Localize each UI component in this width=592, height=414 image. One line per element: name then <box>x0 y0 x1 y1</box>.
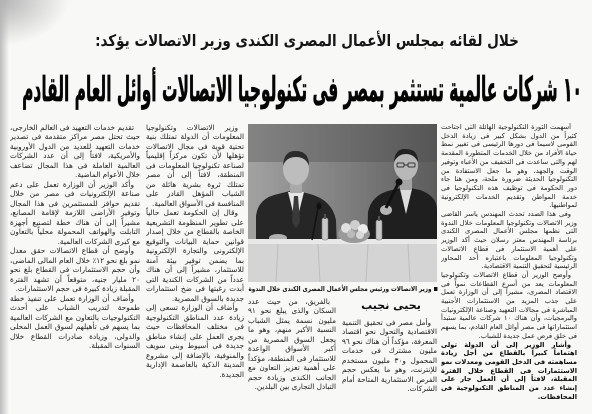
event-photo-image <box>248 124 437 282</box>
body-paragraph: وأوضح الوزير أن قطاع الاتصالات وتكنولوجيا المعلومات يعد من أسرع القطاعات نمواً فى الاقتصاد المصرى، مشيراً إلى أن الوزارة تعمل على جذب المزيد من الاستثمارات الأجنبية المباشرة فى مجالات التعهيد وصناعة الإلكترونيات والبرمجيات، وأن هناك ١٠ شركات عالمية ستبدأ استثماراتها فى مصر أوائل العام القادم، بما يسهم فى خلق فرص عمل جديدة للشباب. <box>441 270 577 340</box>
body-paragraph: وأضاف أن الوزارة تعمل على تنفيذ خطة طموحة لتدريب الشباب على أحدث التكنولوجيات بالتعاون مع الشركات العالمية بما يسهم فى تأهيلهم لسوق العمل المحلى والدولى، وزيادة صادرات القطاع خلال السنوات المقبلة. <box>10 293 140 351</box>
body-column-under-photo-left <box>248 297 336 403</box>
body-paragraph: وأمل مصر فى تحقيق التنمية الاقتصادية والتحول نحو اقتصاد المعرفة، مؤكداً أن هناك نحو ٩٦ مليون مشترك فى خدمات المحمول و٣٠ مليون مستخدم للإنترنت، وهو ما يعكس حجم الفرص الاستثمارية المتاحة أمام الشركات. <box>342 318 437 394</box>
article-kicker-text: خلال لقائه بمجلس الأعمال المصرى الكندى وزير الاتصالات يؤكد: <box>95 31 519 50</box>
body-paragraph: تقديم خدمات التعهيد فى العالم الخارجى، حيث تحتل مصر مراكز متقدمة فى تصدير خدمات التعهيد للعديد من الدول الأوروبية والأمريكية، لافتاً إلى أن عدد الشركات العالمية العاملة فى هذا المجال تضاعف خلال الأعوام الماضية. <box>10 123 140 180</box>
article-kicker <box>95 28 519 54</box>
scan-shadow-corner <box>0 0 70 46</box>
photo-caption-line <box>248 284 437 295</box>
water-bottle <box>322 214 328 240</box>
body-paragraph-bold: وأشار الوزير إلى أن الدولة تولى اهتماماً كبيراً بالقطاع من أجل زيادة مساهمته فى الدخل القومى ومعدلات نمو الاستثمارات فى القطاع خلال الفترة المقبلة، لافتاً إلى أن العمل جار على إنشاء عدد من المناطق التكنولوجية فى المحافظات. <box>441 340 577 401</box>
event-photo <box>248 124 437 282</box>
article-headline <box>22 66 582 114</box>
body-column-under-photo-right <box>342 318 437 403</box>
body-paragraph: وأكد الوزير أن الوزارة تعمل على دعم صناعة الإلكترونيات فى مصر من خلال تقديم حوافز للمستثمرين فى هذا المجال وتوفير الأراضى اللازمة لإقامة المصانع، مشيراً إلى أن هناك خطة لتصنيع أجهزة التابلت والهواتف المحمولة محلياً بالتعاون مع كبرى الشركات العالمية. <box>10 179 140 246</box>
body-paragraph: وأضاف أن الوزارة تسعى إلى زيادة عدد المناطق التكنولوجية فى مختلف المحافظات حيث يجرى العمل على إنشاء مناطق جديدة فى أسيوط وبنى سويف والمنوفية، بالإضافة إلى مشروع المدينة الذكية بالعاصمة الإدارية الجديدة. <box>146 303 244 379</box>
scan-shadow-edge <box>0 0 9 414</box>
body-column-left <box>10 123 140 403</box>
body-paragraph: بالفريق، من حيث عدد السكان والذى يبلغ نحو ٩١ مليون نسمة يمثل الشباب النسبة الأكبر منهم، وهو ما يجعل السوق المصرية من أكبر الأسواق الواعدة للاستثمار فى المنطقة، مؤكداً على أهمية تعزيز التعاون مع الجانب الكندى وزيادة حجم التبادل التجارى بين البلدين. <box>248 297 336 392</box>
photo-caption-text: وزير الاتصالات ورئيس مجلس الأعمال المصرى الكندى خلال الندوة <box>247 285 432 293</box>
conference-table <box>248 239 437 282</box>
body-paragraph: وفى هذا الصدد تحدث المهندس ياسر القاضى وزير الاتصالات وتكنولوجيا المعلومات خلال الندوة التى نظمها مجلس الأعمال المصرى الكندى برئاسة المهندس معتز رسلان حيث أكد الوزير على أهمية الاستثمار فى قطاع الاتصالات وتكنولوجيا المعلومات باعتباره أحد المحاور الرئيسية لتحقيق التنمية الاقتصادية. <box>441 210 577 271</box>
body-column-right <box>441 123 577 403</box>
photo-caption <box>248 284 437 295</box>
article-headline-text: ١٠ شركات عالمية تستثمر بمصر فى تكنولوجيا الاتصالات أوائل العام القادم <box>22 70 582 110</box>
body-paragraph: وأوضح أن قطاع الاتصالات حقق معدل نمو بلغ نحو ١٢٪ خلال العام المالى الماضى، وأن حجم الاستثمارات فى القطاع بلغ نحو ٢٠ مليار جنيه، متوقعاً أن تشهد الفترة المقبلة زيادة كبيرة فى حجم الاستثمارات. <box>10 246 140 294</box>
body-column-middle <box>146 123 244 403</box>
body-paragraph: أسهمت الثورة التكنولوجية الهائلة التى اجتاحت كثيراً من الدول بشكل كبير فى زيادة الدخل القومى لاسيما فى دورها الرئيسى فى تغيير نمط حياة الأفراد من خلال الخدمات المتطورة المقدمة لهم والتى ساعدت فى التخفيف من الأعباء وتوفير الوقت والجهد، وهو ما جعل الاستفادة من التكنولوجيا الحديثة ضرورة ملحة، ومن هنا جاء دور الحكومة فى توظيف هذه التكنولوجيا فى خدمة المواطن وتقديم الخدمات الإلكترونية لمواطنيها. <box>441 123 577 210</box>
byline: يحيى نجيب <box>361 299 421 312</box>
body-paragraph: وقال إن الحكومة تعمل حالياً على تطوير المنظومة التشريعية الخاصة بالقطاع من خلال إصدار قوانين حماية البيانات والتوقيع الإلكترونى والتجارة الإلكترونية بما يضمن توفير بيئة آمنة للاستثمار، مشيراً إلى أن هناك عدداً من الشركات الكندية التى أبدت رغبتها فى ضخ استثمارات جديدة بالسوق المصرية. <box>146 208 244 303</box>
caption-marker-icon <box>434 287 437 291</box>
body-paragraph: وزير الاتصالات وتكنولوجيا المعلومات أن الدولة تمتلك بنية تحتية قوية فى مجال الاتصالات تؤهلها لأن تكون مركزاً إقليمياً لصناعة تكنولوجيا المعلومات فى المنطقة، لافتاً إلى أن مصر تمتلك ثروة بشرية هائلة من الشباب المؤهل القادر على المنافسة فى الأسواق العالمية. <box>146 123 244 208</box>
